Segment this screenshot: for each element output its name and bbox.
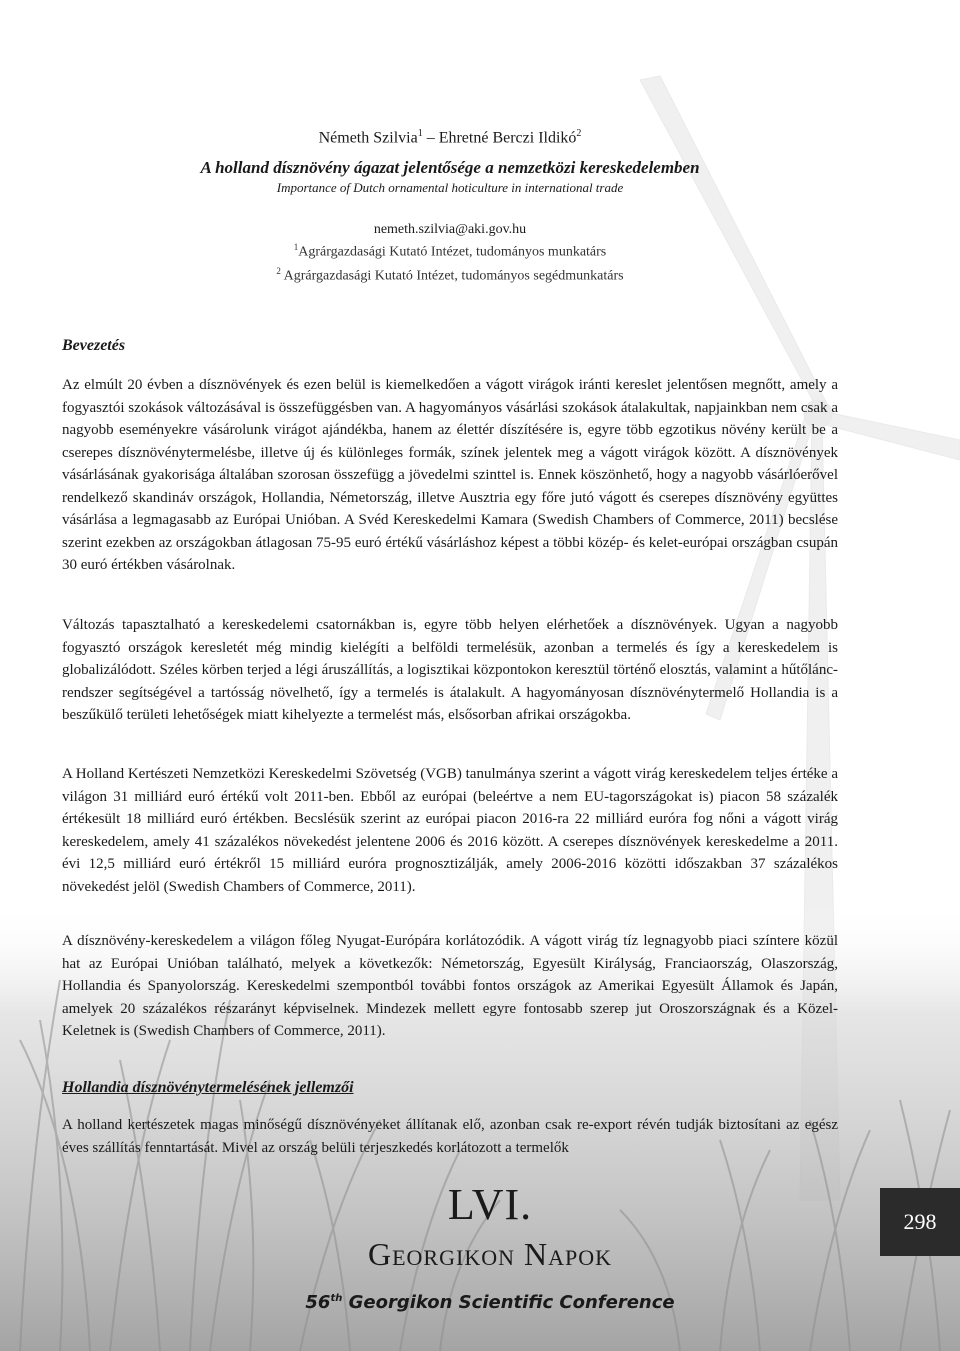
affiliation-1-sup: 1 xyxy=(293,242,299,252)
paragraph-4: A dísznövény-kereskedelem a világon főleg Nyugat-Európára korlátozódik. A vágott virág tíz legnagyobb piaci színtere közül hat az Európai Unióban található, melyek a következők: Németország, Egyesült Királyság, Franciaország, Olaszország, Hollandia és Spanyolország. Kereskedelmi szempontból további fontos országok az Amerikai Egyesült Államok és Japán, amelyek 20 százalékos részarányt képviselnek. Mindezek mellett egyre fontosabb szerep jut Oroszországnak és a Közel-Keletnek is (Swedish Chambers of Commerce, 2011). xyxy=(62,933,838,1039)
author-2: Ehretné Berczi Ildikó xyxy=(438,129,577,147)
author-email: nemeth.szilvia@aki.gov.hu xyxy=(373,222,527,237)
page-number: 298 xyxy=(880,1188,960,1256)
author-line xyxy=(62,128,838,147)
paragraph-1: Az elmúlt 20 évben a dísznövények és ezen belül is kiemelkedően a vágott virágok iránti kereslet jelentősen megnőtt, amely a fogyasztói szokások változásával is összefüggésben van. A hagyományos vásárlási szokások átalakultak, napjainkban nem csak a nagyobb eseményekre vásárolunk virágot ajándékba, hanem az élettér díszítésére is, egyre több egzotikus növény került be a cserepes dísznövénytermelésbe, illetve új és különleges formák, színek jelentek meg a vágott virágok között. A dísznövények vásárlásának gyakorisága általában szorosan összefügg a jövedelmi szinttel is. Ennek köszönhető, hogy a nagyobb vásárlóerővel rendelkező skandináv országok, Hollandia, Németország, illetve Ausztria egy főre jutó vágott és cserepes dísznövény együttes vásárlása a legmagasabb az Európai Unióban. A Svéd Kereskedelmi Kamara (Swedish Chambers of Commerce, 2011) becslése szerint ezekben az országokban átlagosan 75-95 euró értékű vásárláshoz képest a többi közép- és kelet-európai országban csupán 30 euró értékben vásárolnak. xyxy=(62,377,838,573)
author-1: Németh Szilvia xyxy=(318,129,418,147)
author-1-sup: 1 xyxy=(417,128,423,139)
affiliation-2 xyxy=(62,266,838,285)
author-2-sup: 2 xyxy=(576,128,582,139)
section-heading-2: Hollandia dísznövénytermelésének jellemzői xyxy=(62,1079,354,1096)
affiliation-1-text: Agrárgazdasági Kutató Intézet, tudományos munkatárs xyxy=(298,244,607,260)
affiliation-2-text: Agrárgazdasági Kutató Intézet, tudományos segédmunkatárs xyxy=(280,268,624,284)
paragraph-2: Változás tapasztalható a kereskedelemi csatornákban is, egyre több helyen elérhetőek a dísznövények. Ugyan a nagyobb fogyasztó országok keresletét még mindig kielégíti a belföldi termelésük, azonban a termelés és így a kereskedelem is globalizálódott. Széles körben terjed a légi áruszállítás, a logisztikai központokon keresztül történő elosztás, valamint a hűtőlánc-rendszer segítségével a tartósság növelhető, így a termelés is átalakult. A hagyományosan dísznövénytermelő Hollandia is a beszűkülő területi lehetőségek miatt kihelyezte a termelést más, elsősorban afrikai országokba. xyxy=(62,617,838,723)
affiliation-1 xyxy=(62,242,838,261)
affiliation-2-sup: 2 xyxy=(276,266,281,276)
conference-banner xyxy=(270,1180,710,1313)
paragraph-5: A holland kertészetek magas minőségű dísznövényeket állítanak elő, azonban csak re-export révén tudják biztosítani az egész éves szállítás fenntartását. Mivel az ország belüli terjeszkedés korlátozott a termelők xyxy=(62,1117,838,1156)
section-heading-intro: Bevezetés xyxy=(62,337,126,354)
banner-conference-subtitle xyxy=(270,1292,710,1313)
paper-title: A holland dísznövény ágazat jelentősége a nemzetközi kereskedelemben xyxy=(200,158,700,177)
banner-roman-numeral: LVI. xyxy=(447,1180,533,1229)
paragraph-3: A Holland Kertészeti Nemzetközi Kereskedelmi Szövetség (VGB) tanulmánya szerint a vágott virág kereskedelem teljes értéke a világon 31 milliárd euró értékű volt 2011-ben. Ebből az európai (beleértve a nem EU-tagországokat is) piacon 58 százalék értékesült 18 milliárd euró értékben. Becslésük szerint az európai piacon 2016-ra 22 milliárd euróra fog nőni a vágott virág kereskedelem, amely 41 százalékos növekedést jelentene 2006 és 2016 között. A cserepes dísznövények kereskedelme a 2011. évi 12,5 milliárd euró értékről 15 milliárd euróra prognosztizálják, amely 2006-2016 közötti időszakban 37 százalékos növekedést jelöl (Swedish Chambers of Commerce, 2011). xyxy=(62,766,838,895)
conf-text: Georgikon Scientific Conference xyxy=(342,1292,675,1313)
conf-number: 56 xyxy=(305,1292,331,1313)
paper-subtitle: Importance of Dutch ornamental hoticulture in international trade xyxy=(276,180,624,195)
author-separator: – xyxy=(422,129,439,147)
banner-conference-name: Georgikon Napok xyxy=(368,1236,612,1272)
conf-sup: th xyxy=(330,1293,343,1304)
